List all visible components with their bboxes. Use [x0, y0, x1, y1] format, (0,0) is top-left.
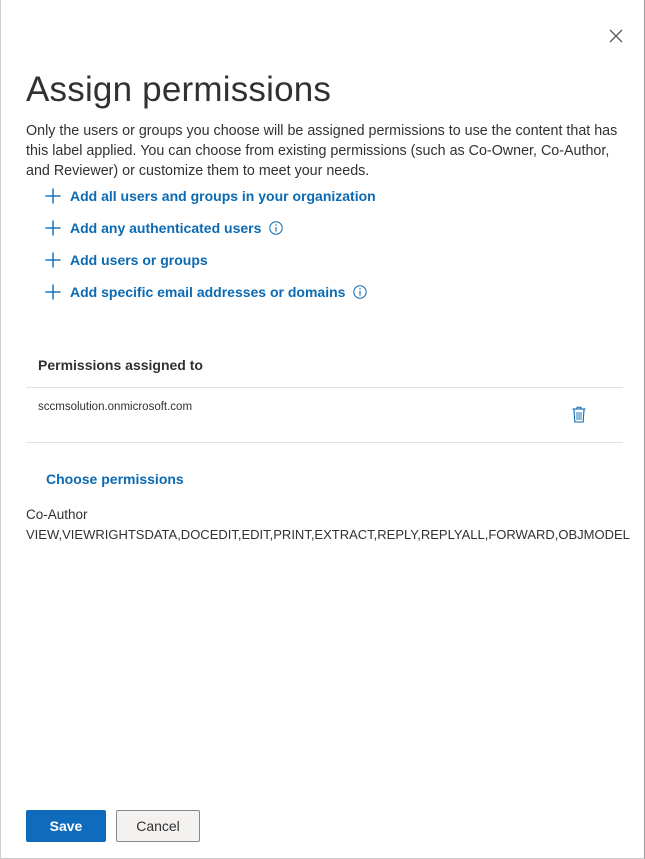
add-authenticated-users-link[interactable]: [45, 217, 283, 239]
close-button[interactable]: [607, 27, 625, 45]
permission-rights-list: VIEW,VIEWRIGHTSDATA,DOCEDIT,EDIT,PRINT,EXTRACT,REPLY,REPLYALL,FORWARD,OBJMODEL: [26, 527, 630, 542]
cancel-button[interactable]: Cancel: [116, 810, 200, 842]
close-icon: [607, 27, 625, 45]
permission-level-name: Co-Author: [26, 507, 88, 522]
assigned-domain: sccmsolution.onmicrosoft.com: [38, 401, 193, 413]
info-icon[interactable]: [353, 285, 367, 299]
add-option-label: Add any authenticated users: [70, 220, 262, 236]
save-button[interactable]: Save: [26, 810, 106, 842]
trash-icon[interactable]: [572, 406, 586, 423]
page-title: Assign permissions: [26, 70, 332, 109]
add-option-label: Add users or groups: [70, 252, 208, 268]
dialog-description: Only the users or groups you choose will be assigned permissions to use the content that has this label applied. You can choose from existing permissions (such as Co-Owner, Co-Author, and Reviewer) or customize them to meet your needs.: [26, 123, 618, 179]
add-option-label: Add specific email addresses or domains: [70, 284, 346, 300]
info-icon[interactable]: [269, 221, 283, 235]
table-row: [26, 388, 623, 442]
add-email-domains-link[interactable]: [45, 281, 367, 303]
permissions-header: Permissions assigned to: [38, 357, 203, 373]
plus-icon: [45, 220, 61, 236]
plus-icon: [45, 188, 61, 204]
add-users-or-groups-link[interactable]: [45, 249, 208, 271]
plus-icon: [45, 284, 61, 300]
choose-permissions-link[interactable]: Choose permissions: [46, 471, 184, 487]
add-all-users-link[interactable]: [45, 185, 376, 207]
add-option-label: Add all users and groups in your organization: [70, 188, 376, 204]
divider: [26, 442, 623, 443]
plus-icon: [45, 252, 61, 268]
